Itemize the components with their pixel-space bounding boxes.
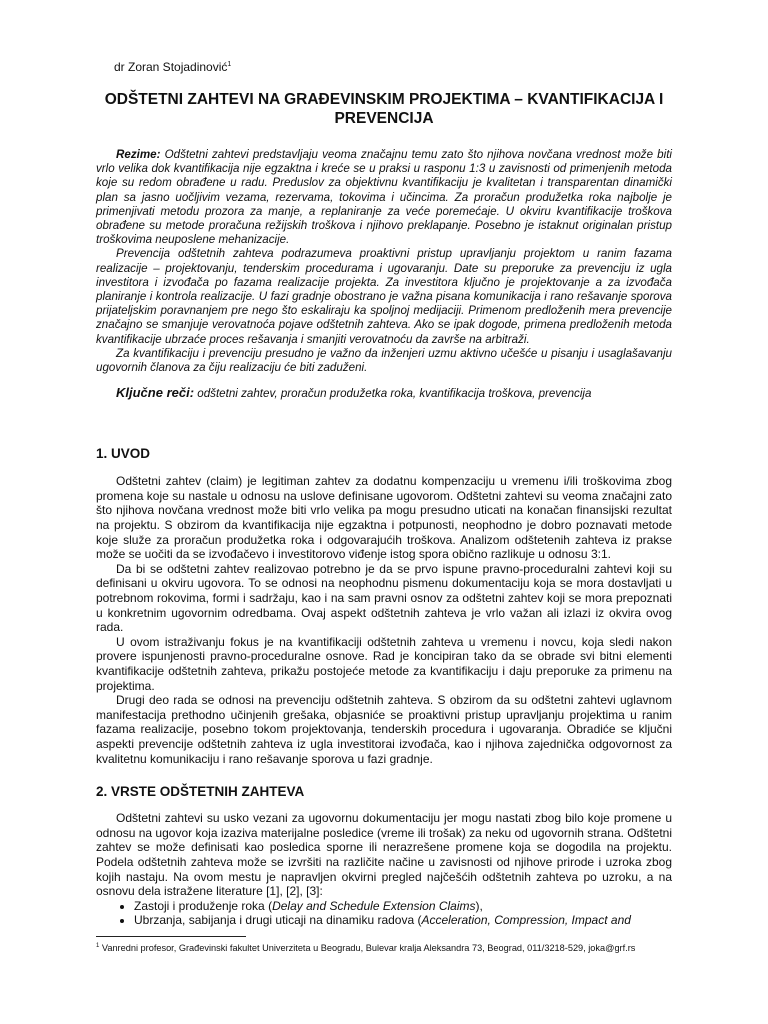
- section-2-body: [96, 811, 672, 928]
- footnote: [96, 940, 686, 954]
- section-1-paragraph: U ovom istraživanju fokus je na kvantifikaciji odštetnih zahteva u vremenu i novcu, koja sledi nakon provere ispunjenosti pravno-proceduralne osnove. Rad je koncipiran tako da se obrade svi bitni elementi kvantifikacije odštetnih zahteva, prikažu postojeće metode za kvantifikaciju i daju preporuke za primenu na projektima.: [96, 634, 672, 693]
- author-name: dr Zoran Stojadinović: [114, 60, 228, 74]
- footnote-separator: [96, 936, 246, 937]
- section-2-heading: 2. VRSTE ODŠTETNIH ZAHTEVA: [96, 784, 305, 800]
- author-footnote-mark: 1: [227, 61, 232, 68]
- abstract-paragraph-1: Rezime: Odštetni zahtevi predstavljaju veoma značajnu temu zato što njihova novčana vrednost može biti vrlo velika dok kvantifikacija nije egzaktna i kreće se u praksi u rasponu 1:3 u zavisnosti od primenjenih metoda koje su redom obrađene u radu. Preduslov za objektivnu kvantifikaciju je kvalitetan i transparentan dinamički plan sa jasno uočljivim vezama, rezervama, tokovima i učincima. Za proračun produžetka roka najbolje je primenjivati metodu prozora za manje, a replaniranje za veće poremećaje. U okviru kvantifikacije troškova obrađene su metode proračuna režijskih troškova i njihovo preklapanje. Posebno je istaknut originalan pristup troškovima neuposlene mehanizacije.: [96, 148, 672, 247]
- section-1-paragraph: Odštetni zahtev (claim) je legitiman zahtev za dodatnu kompenzaciju u vremenu i/ili troškovima zbog promena koje su nastale u odnosu na uslove definisane ugovorom. Odštetni zahtevi su veoma značajni zato što njihova novčana vrednost može biti vrlo velika pa mogu presudno uticati na konačan finansijski rezultat na projektu. S obzirom da kvantifikacija nije egzaktna i potpunosti, neophodno je dobro poznavati metode koje služe za proračun produžetka roka i odgovarajućih troškova. Analizom odštetenih zahteva iz prakse može se uočiti da se izvođačevo i investitorovo viđenje istog spora obično razlikuje u odnosu 3:1.: [96, 474, 672, 562]
- keywords-label: Ključne reči:: [116, 385, 195, 401]
- section-1-paragraph: Da bi se odštetni zahtev realizovao potrebno je da se prvo ispune pravno-proceduralni zahtevi koji su definisani u okviru ugovora. To se odnosi na neophodnu pismenu dokumentaciju koja se mora dostavljati u potrebnom rokovima, formi i sadržaju, kao i na sam pravni osnov za odštetni zahtev koji se mora prepoznati u konkretnim ugovornim odredbama. Ovaj aspekt odštetnih zahteva je vrlo važan ali izlazi iz okvira ovog rada.: [96, 561, 672, 635]
- keywords: [116, 385, 672, 401]
- section-1-paragraph: Drugi deo rada se odnosi na prevenciju odštetnih zahteva. S obzirom da su odštetni zahtevi uglavnom manifestacija prethodno učinjenih grešaka, objasniće se proaktivni pristup upravljanju projektima u ranim fazama realizacije, posebno tokom projektovanja, tenderskih procedura i ugovaranja. Obradiće se ključni aspekti prevencije odštetnih zahteva iz ugla investitorai izvođača, kao i njihova zajednička odgovornost za kvalitetnu komunikaciju i rano rešavanje sporova u fazi gradnje.: [96, 693, 672, 766]
- section-1-body: [96, 474, 672, 766]
- claims-list: [96, 899, 672, 928]
- list-item: • Ubrzanja, sabijanja i drugi uticaji na dinamiku radova (Acceleration, Compression, Impact and: [134, 913, 672, 928]
- list-item: • Zastoji i produženje roka (Delay and Schedule Extension Claims),: [134, 899, 672, 914]
- author-line: [114, 60, 672, 90]
- abstract-paragraph-2: Prevencija odštetnih zahteva podrazumeva proaktivni pristup upravljanju projektom u ranim fazama realizacije – projektovanju, tenderskim procedurama i ugovaranju. Date su preporuke za prevenciju iz ugla investitora i izvođača po fazama realizacije projekta. Za investitora ključno je projektovanje a za izvođača planiranje i kontrola realizacije. U fazi gradnje obostrano je važna pisana komunikacija i rano rešavanje sporova prijateljskim poravnanjem pre nego što eskaliraju ka spoljnoj medijaciji. Primenom predloženih mera prevencije značajno se smanjuje verovatnoća pojave odštetnih zahteva. Ako se ipak dogode, primena predloženih metoda kvantifikacije ubrzaće proces rešavanja i smanjiti verovatnoću da završe na arbitraži.: [96, 247, 672, 346]
- abstract-paragraph-3: Za kvantifikaciju i prevenciju presudno je važno da inženjeri uzmu aktivno učešće u pisanju i usaglašavanju ugovornih članova za čiju realizaciju će biti zaduženi.: [96, 346, 672, 375]
- abstract-label: Rezime:: [116, 148, 161, 161]
- section-1-heading: 1. UVOD: [96, 446, 151, 462]
- abstract: [96, 148, 672, 375]
- section-2-paragraph: Odštetni zahtevi su usko vezani za ugovornu dokumentaciju jer mogu nastati zbog bilo koje promene u odnosu na ugovor koja izaziva materijalne posledice (vreme ili trošak) za neku od ugovornih strana. Odštetni zahtev se može definisati kao posledica sporne ili nerazrešene promene koja se dogodila na projektu. Podela odštetnih zahteva može se izvršiti na različite načine u zavisnosti od njihove prirode i uzroka zbog kojih nastaju. Na ovom mestu je napravljen okvirni pregled najčešćih odštetnih zahteva po uzroku, a na osnovu dela istražene literature [1], [2], [3]:: [96, 811, 672, 899]
- paper-title: ODŠTETNI ZAHTEVI NA GRAĐEVINSKIM PROJEKTIMA – KVANTIFIKACIJA I PREVENCIJA: [104, 91, 664, 127]
- footnote-mark: 1: [96, 943, 100, 949]
- keywords-text: odštetni zahtev, proračun produžetka roka, kvantifikacija troškova, prevencija: [194, 387, 592, 401]
- paper-page: [96, 60, 672, 928]
- footnote-text: Vanredni profesor, Građevinski fakultet Univerziteta u Beogradu, Bulevar kralja Aleksandra 73, Beograd, 011/3218-529, joka@grf.rs: [99, 943, 636, 954]
